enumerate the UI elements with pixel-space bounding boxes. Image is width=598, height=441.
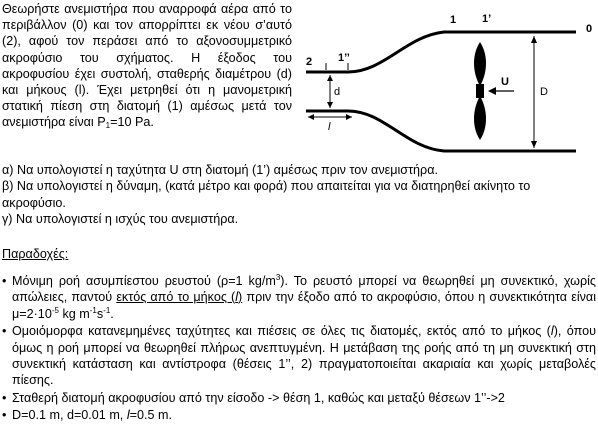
label-section-1p: 1’ [482, 13, 492, 25]
label-section-0: 0 [586, 23, 593, 35]
nozzle-figure [296, 8, 598, 158]
assumption-item: • Ομοιόμορφα κατανεμημένες ταχύτητες και πιέσεις σε όλες τις διατομές, εκτός από το μήκος (l), όπου όμως η ροή μπορεί να θεωρηθεί πλήρως ανεπτυγμένη. Η μετάβαση της ροής από τη μη συνεκτική στη συνεκτική κατάσταση και αντίστροφα (θέσεις 1’’, 2) πραγματοποιείται ακαριαία και χωρίς μεταβολές πίεσης. [2, 324, 597, 388]
label-d: d [334, 86, 341, 98]
question-b: β) Να υπολογιστεί η δύναμη, (κατά μέτρο και φορά) που απαιτείται για να διατηρηθεί ακίνητο το ακροφύσιο. [2, 179, 531, 210]
problem-intro [2, 1, 292, 131]
nozzle-diagram [296, 8, 598, 158]
bullet-icon: • [2, 274, 7, 288]
label-section-2: 2 [306, 56, 313, 68]
assumption-item: • Μόνιμη ροή ασυμπίεστου ρευστού (ρ=1 $kg/m^3$). Το ρευστό μπορεί να θεωρηθεί μη συνεκτικό, χωρίς απώλειες, παντού εκτός από το μήκος (l) πριν την έξοδο από το ακροφύσιο, όπου η συνεκτικότητα είναι $\mu=2\cdot 10^{-5}$ kg $m^{-1}s^{-1}$. [2, 273, 596, 321]
questions [2, 162, 594, 228]
underlined-phrase: εκτός από το μήκος (l) [116, 290, 243, 305]
fan-icon [474, 42, 486, 140]
bullet-icon: • [2, 390, 7, 405]
question-a: α) Να υπολογιστεί η ταχύτητα U στη διατομή (1’) αμέσως πριν τον ανεμιστήρα. [2, 163, 438, 177]
p1-value: $P_1=10$ Pa. [97, 115, 154, 131]
question-c: γ) Να υπολογιστεί η ισχύς του ανεμιστήρα. [2, 212, 239, 227]
label-D: D [540, 86, 548, 98]
label-U: U [501, 76, 509, 88]
bullet-icon: • [2, 408, 7, 423]
assumption-item: • Σταθερή διατομή ακροφυσίου από την είσοδο -> θέση 1, καθώς και μεταξύ θέσεων 1’’->2 [2, 390, 505, 405]
assumption-item: • D=0.1 m, d=0.01 m, l=0.5 m. [2, 408, 172, 423]
label-l: l [328, 121, 331, 133]
label-section-1pp: 1’’ [338, 52, 350, 64]
assumptions-list [2, 273, 596, 425]
assumptions-heading: Παραδοχές: [2, 247, 69, 261]
intro-text: Θεωρήστε ανεμιστήρα που αναρροφά αέρα από το περιβάλλον (0) και τον απορρίπτει εκ νέου σ’αυτό (2), αφού τον περάσει από το αξονοσυμμετρικό ακροφύσιο του σχήματος. Η έξοδος του ακροφυσίου έχει συστολή, σταθερής διαμέτρου (d) και μήκους (l). Έχει μετρηθεί ότι η μανομετρική στατική πίεση στη διατομή (1) αμέσως μετά τον ανεμιστήρα είναι [2, 2, 292, 130]
bullet-icon: • [2, 324, 7, 339]
label-section-1: 1 [450, 14, 457, 26]
